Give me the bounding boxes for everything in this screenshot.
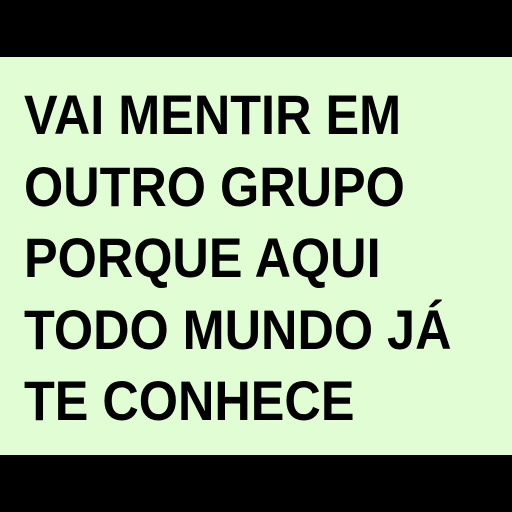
top-letterbox-bar — [0, 0, 512, 57]
text-panel — [0, 57, 512, 455]
message-line-2: OUTRO GRUPO — [24, 155, 405, 218]
bottom-letterbox-bar — [0, 455, 512, 512]
message-line-3: PORQUE AQUI — [24, 226, 381, 289]
message-line-1: VAI MENTIR EM — [24, 83, 402, 146]
message-line-4: TODO MUNDO JÁ — [24, 298, 452, 361]
message-line-5: TE CONHECE — [24, 369, 355, 432]
